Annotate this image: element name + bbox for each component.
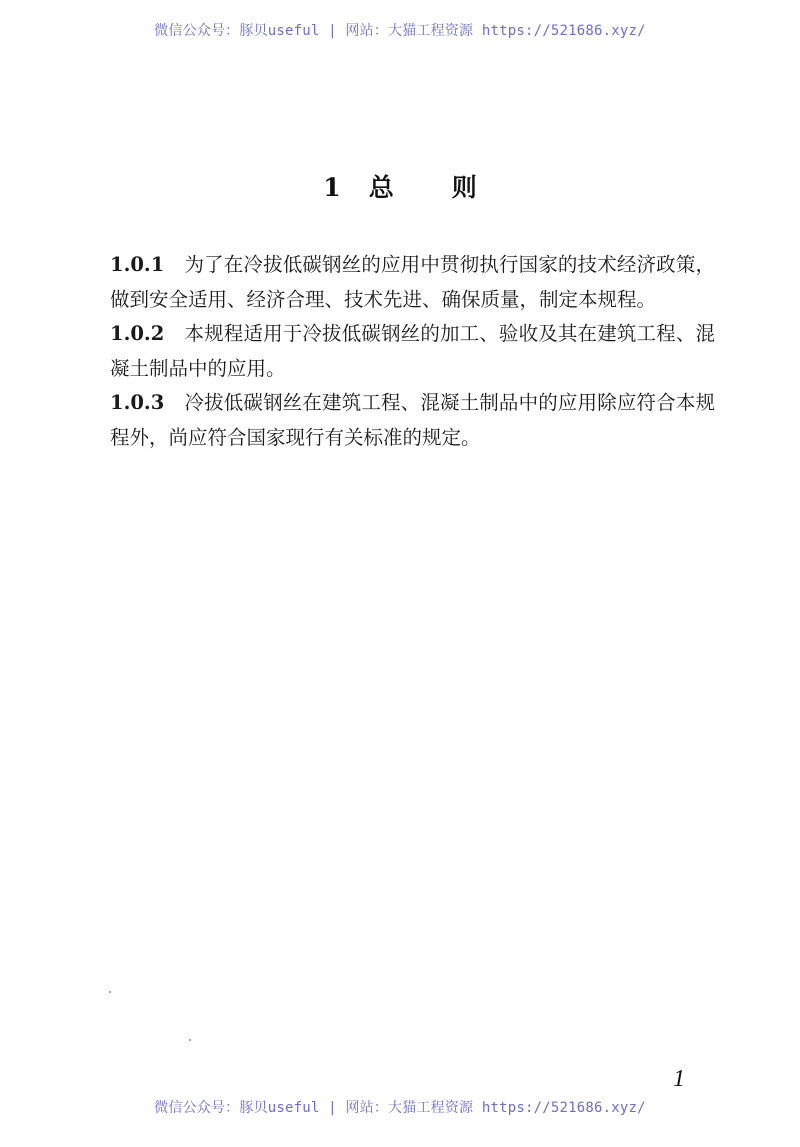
clause-text: 冷拔低碳钢丝在建筑工程、混凝土制品中的应用除应符合本规程外，尚应符合国家现行有关标准的规定。 <box>110 391 715 449</box>
clause-text: 本规程适用于冷拔低碳钢丝的加工、验收及其在建筑工程、混凝土制品中的应用。 <box>110 322 715 380</box>
chapter-title-char-1: 总 <box>368 173 394 202</box>
chapter-title <box>0 168 800 204</box>
chapter-number: 1 <box>323 173 341 202</box>
clause-1-0-1 <box>110 248 715 317</box>
page-number: 1 <box>673 1066 685 1092</box>
clause-number: 1.0.2 <box>110 322 165 345</box>
scan-speck <box>189 1039 191 1041</box>
clause-number: 1.0.1 <box>110 253 165 276</box>
watermark-bottom: 微信公众号：豚贝useful | 网站：大猫工程资源 https://521686.xyz/ <box>154 1100 646 1116</box>
chapter-body <box>110 248 715 455</box>
clause-1-0-2 <box>110 317 715 386</box>
chapter-title-char-2: 则 <box>451 173 477 202</box>
clause-1-0-3 <box>110 386 715 455</box>
scan-speck <box>109 991 111 993</box>
clause-number: 1.0.3 <box>110 391 165 414</box>
watermark-top: 微信公众号：豚贝useful | 网站：大猫工程资源 https://521686.xyz/ <box>154 23 646 39</box>
clause-text: 为了在冷拔低碳钢丝的应用中贯彻执行国家的技术经济政策，做到安全适用、经济合理、技术先进、确保质量，制定本规程。 <box>110 253 715 311</box>
